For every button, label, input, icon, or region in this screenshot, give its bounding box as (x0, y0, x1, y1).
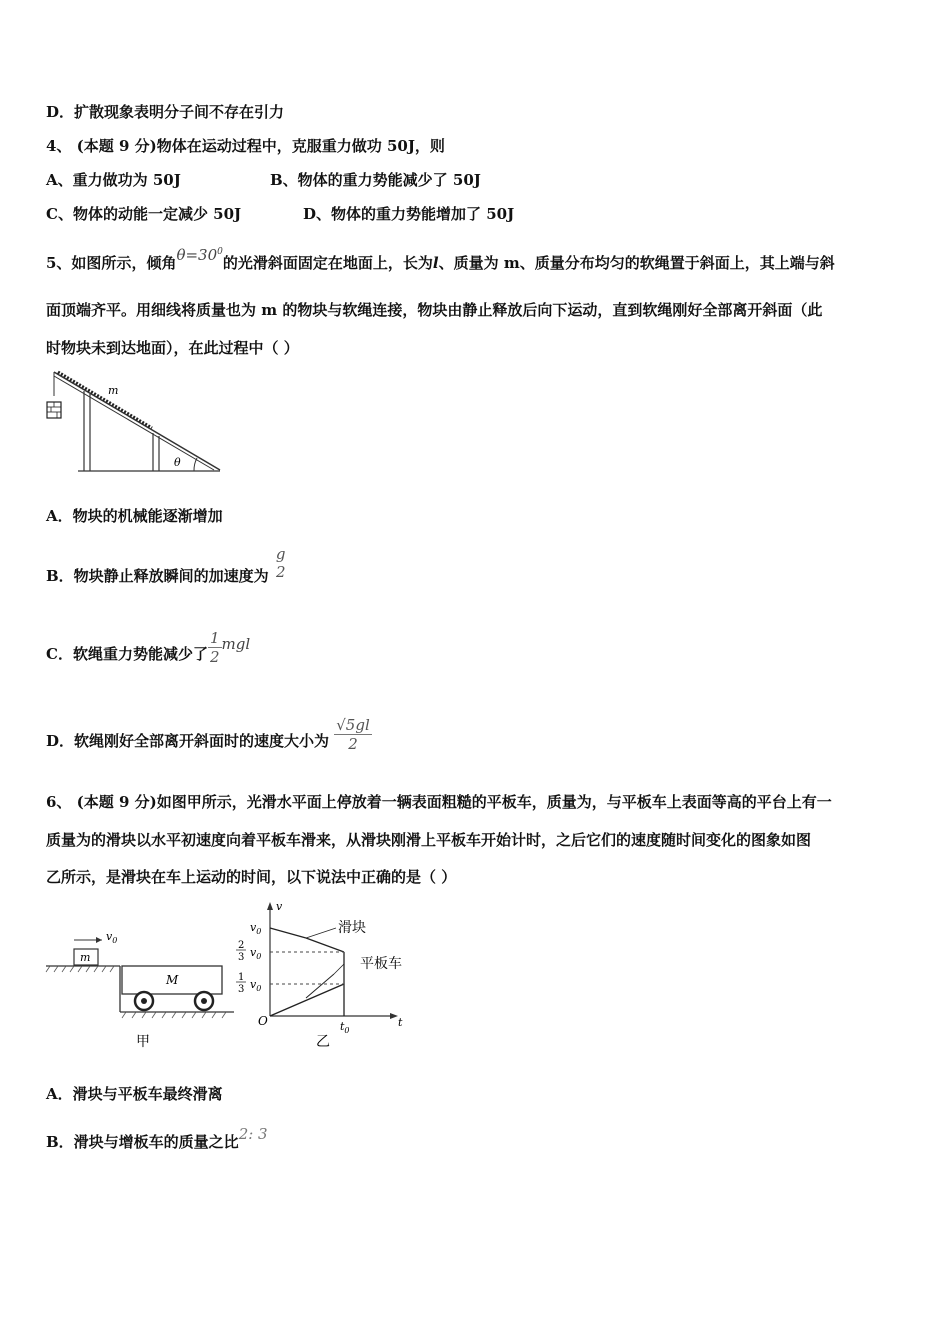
cart-mass-label: M (166, 973, 179, 987)
q4-option-d: D、物体的重力势能增加了 50J (303, 205, 515, 223)
q4-option-b: B、物体的重力势能减少了 50J (270, 171, 481, 189)
cart-velocity-line (270, 984, 344, 1016)
mass-ratio: 2: 3 (238, 1125, 268, 1143)
q5-option-c: C．软绳重力势能减少了 $\frac{1}{2}$ mgl (46, 628, 251, 666)
q5-stem-line2: 面顶端齐平。用细线将质量也为 m 的物块与软绳连接，物块由静止释放后向下运动，直到软绳刚好全部离开斜面（此 (46, 301, 823, 319)
incline-angle-label: θ (174, 456, 181, 469)
q6-option-b: B．滑块与增板车的质量之比2: 3 (46, 1125, 268, 1151)
fraction-one-half: $\frac{1}{2}$ (209, 628, 220, 666)
cart-wheels (135, 992, 213, 1010)
label-slider: 滑块 (338, 920, 366, 936)
initial-velocity-label: $v_0$ (106, 930, 118, 945)
svg-text:v0: $v_0$ (250, 978, 262, 993)
caption-yi: 乙 (316, 1034, 330, 1050)
svg-text:3: 3 (238, 984, 245, 995)
q5-stem-line3: 时物块未到达地面），在此过程中（ ） (46, 339, 299, 357)
q3-option-d: D．扩散现象表明分子间不存在引力 (46, 103, 285, 121)
slider-block-label: m (80, 951, 91, 964)
svg-text:2: 2 (238, 940, 245, 951)
axis-t-label: t (398, 1016, 403, 1029)
angle-expression: $\theta=30^0$ (176, 246, 223, 264)
tick-t0: $t_0$ (340, 1020, 350, 1035)
cart-and-vt-figure (44, 898, 414, 1054)
axis-v-label: v (276, 900, 283, 913)
q5-option-b: B．物块静止释放瞬间的加速度为 g 2 (46, 545, 286, 585)
svg-text:v0: $v_0$ (250, 946, 262, 961)
label-cart: 平板车 (360, 956, 402, 972)
q4-option-a: A、重力做功为 50J (46, 171, 181, 189)
rope-mass-label: m (108, 384, 119, 397)
svg-text:3: 3 (238, 952, 245, 963)
q5-option-a: A．物块的机械能逐渐增加 (46, 507, 223, 525)
q4-stem: 4、 (本题 9 分)物体在运动过程中，克服重力做功 50J，则 (46, 137, 445, 155)
q6-option-a: A．滑块与平板车最终滑离 (46, 1085, 223, 1103)
tick-one-third-v0 (236, 972, 261, 995)
svg-text:1: 1 (238, 972, 245, 983)
q6-stem-line1: 6、 (本题 9 分)如图甲所示，光滑水平面上停放着一辆表面粗糙的平板车，质量为，与平板车上表面等高的平台上有一 (46, 793, 832, 811)
q6-stem-line2: 质量为的滑块以水平初速度向着平板车滑来，从滑块刚滑上平板车开始计时，之后它们的速度随时间变化的图象如图 (46, 831, 812, 849)
hanging-block (47, 402, 61, 418)
fraction-g-over-2: g 2 (275, 545, 286, 581)
origin-label: O (258, 1014, 268, 1028)
caption-jia: 甲 (136, 1034, 150, 1050)
incline-figure (44, 366, 224, 476)
tick-v0: $v_0$ (250, 921, 262, 936)
slider-velocity-line (270, 928, 306, 938)
q5-option-d: D．软绳刚好全部离开斜面时的速度大小为 $\frac{√5gl}{2}$ (46, 715, 370, 753)
q6-stem-line3: 乙所示，是滑块在车上运动的时间，以下说法中正确的是（ ） (46, 868, 457, 886)
q5-stem-line1: 5、如图所示，倾角$\theta=30^0$的光滑斜面固定在地面上，长为l、质量为 m、质量分布均匀的软绳置于斜面上，其上端与斜 (46, 246, 835, 272)
tick-two-thirds-v0 (236, 940, 261, 963)
q4-option-c: C、物体的动能一定减少 50J (46, 205, 242, 223)
fraction-sqrt5gl-over-2: $\frac{√5gl}{2}$ (336, 715, 370, 753)
